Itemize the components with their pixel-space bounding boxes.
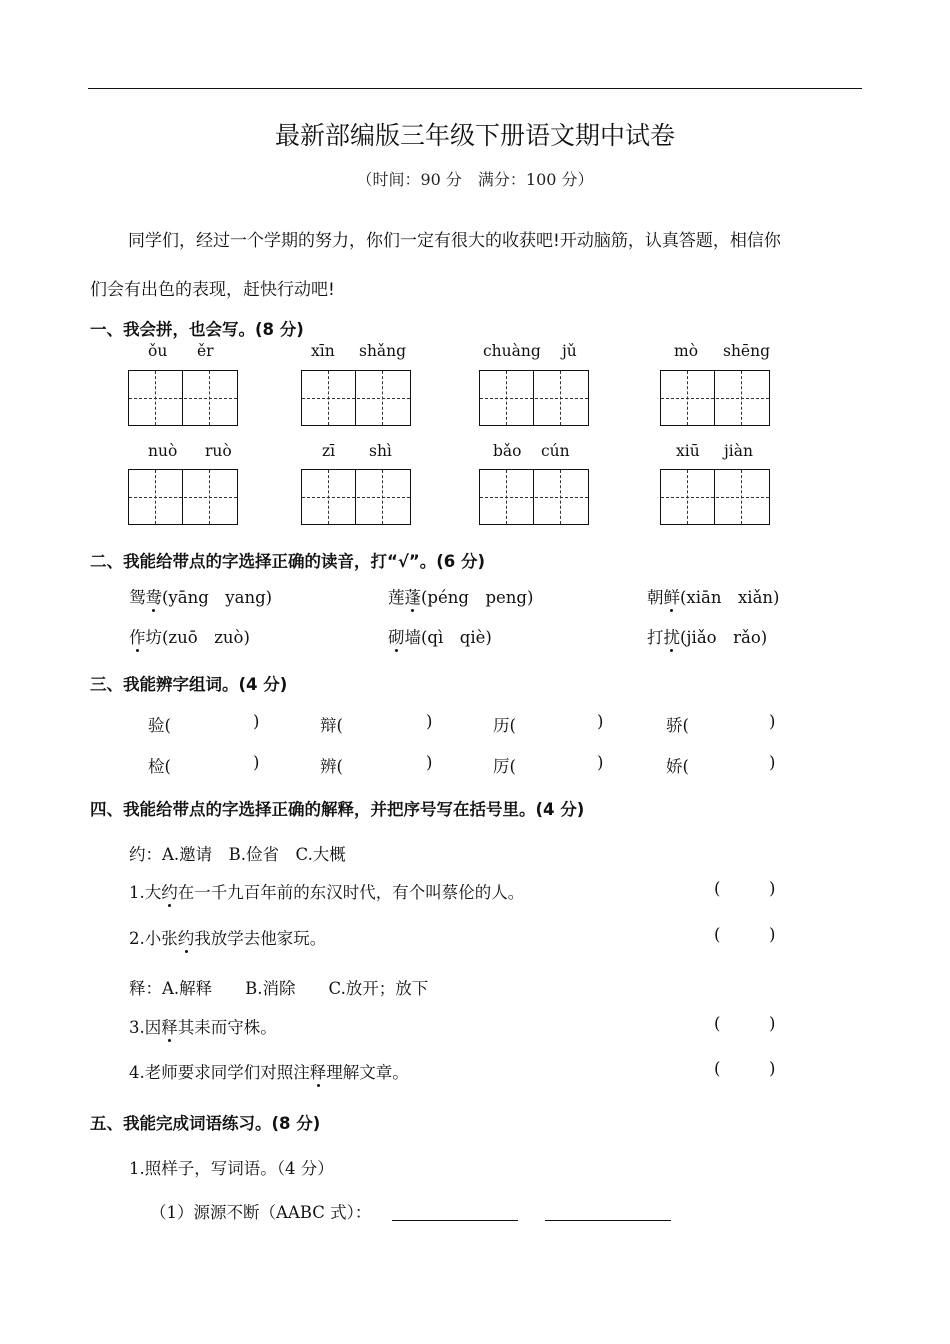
char-item: 历(	[493, 716, 516, 735]
writing-grid[interactable]	[128, 469, 238, 525]
pinyin: nuò	[148, 442, 178, 460]
intro-line-2: 们会有出色的表现，赶快行动吧!	[90, 280, 335, 300]
pinyin: shǎng	[359, 342, 407, 360]
section3-heading: 三、我能辨字组词。(4 分)	[90, 675, 288, 694]
paren-close: )	[597, 753, 604, 772]
writing-grid[interactable]	[301, 370, 411, 426]
paren-close: )	[426, 753, 433, 772]
char-item: 检(	[148, 757, 171, 776]
paren-close: )	[426, 712, 433, 731]
writing-grid[interactable]	[479, 370, 589, 426]
pinyin: xīn	[311, 342, 335, 360]
answer-close: )	[769, 879, 776, 898]
pinyin: zī	[322, 442, 336, 460]
pinyin: shì	[369, 442, 392, 460]
question-3: 3.因释其耒而守株。	[129, 1018, 277, 1037]
pinyin: ruò	[205, 442, 232, 460]
answer-open: (	[714, 1059, 721, 1078]
writing-grid[interactable]	[479, 469, 589, 525]
char-item: 骄(	[666, 716, 689, 735]
writing-grid[interactable]	[301, 469, 411, 525]
section5-heading: 五、我能完成词语练习。(8 分)	[90, 1114, 321, 1133]
reading-item: 作坊(zuō zuò)	[129, 628, 250, 647]
pinyin: jǔ	[562, 342, 577, 360]
reading-item: 朝鲜(xiān xiǎn)	[647, 588, 780, 607]
section4-heading: 四、我能给带点的字选择正确的解释，并把序号写在括号里。(4 分)	[90, 800, 585, 819]
pinyin: xiū	[676, 442, 700, 460]
answer-close: )	[769, 1014, 776, 1033]
page-title: 最新部编版三年级下册语文期中试卷	[274, 121, 675, 150]
page-subtitle: （时间：90 分 满分：100 分）	[356, 170, 594, 189]
question-4: 4.老师要求同学们对照注释理解文章。	[129, 1063, 409, 1082]
char-item: 厉(	[493, 757, 516, 776]
answer-close: )	[769, 925, 776, 944]
writing-grid[interactable]	[660, 469, 770, 525]
answer-close: )	[769, 1059, 776, 1078]
paren-close: )	[597, 712, 604, 731]
pinyin: chuàng	[483, 342, 541, 360]
writing-grid[interactable]	[660, 370, 770, 426]
subquestion-1: 1.照样子，写词语。（4 分）	[129, 1159, 334, 1178]
reading-item: 砌墙(qì qiè)	[388, 628, 492, 647]
pinyin: cún	[541, 442, 570, 460]
paren-close: )	[769, 753, 776, 772]
example-prompt: （1）源源不断（AABC 式）：	[150, 1203, 372, 1222]
char-item: 娇(	[666, 757, 689, 776]
answer-open: (	[714, 1014, 721, 1033]
definition-options: 释：A.解释 B.消除 C.放开；放下	[129, 979, 429, 998]
pinyin: bǎo	[493, 442, 522, 460]
question-1: 1.大约在一千九百年前的东汉时代，有个叫蔡伦的人。	[129, 883, 525, 902]
char-item: 验(	[148, 716, 171, 735]
pinyin: mò	[674, 342, 699, 360]
definition-options: 约：A.邀请 B.俭省 C.大概	[129, 845, 346, 864]
answer-blank[interactable]	[545, 1220, 671, 1221]
answer-blank[interactable]	[392, 1220, 518, 1221]
top-rule	[88, 88, 862, 89]
answer-open: (	[714, 879, 721, 898]
paren-close: )	[769, 712, 776, 731]
char-item: 辨(	[320, 757, 343, 776]
section1-heading: 一、我会拼，也会写。(8 分)	[90, 320, 304, 339]
answer-open: (	[714, 925, 721, 944]
pinyin: ǒu	[148, 342, 168, 360]
reading-item: 鸳鸯(yāng yang)	[129, 588, 273, 607]
question-2: 2.小张约我放学去他家玩。	[129, 929, 327, 948]
reading-item: 打扰(jiǎo rǎo)	[647, 628, 768, 647]
paren-close: )	[253, 712, 260, 731]
pinyin: ěr	[197, 342, 214, 360]
pinyin: shēng	[723, 342, 771, 360]
pinyin: jiàn	[724, 442, 753, 460]
writing-grid[interactable]	[128, 370, 238, 426]
intro-line-1: 同学们，经过一个学期的努力，你们一定有很大的收获吧!开动脑筋，认真答题，相信你	[128, 231, 781, 251]
char-item: 辩(	[320, 716, 343, 735]
paren-close: )	[253, 753, 260, 772]
section2-heading: 二、我能给带点的字选择正确的读音，打“√”。(6 分)	[90, 552, 486, 571]
reading-item: 莲蓬(péng peng)	[388, 588, 534, 607]
